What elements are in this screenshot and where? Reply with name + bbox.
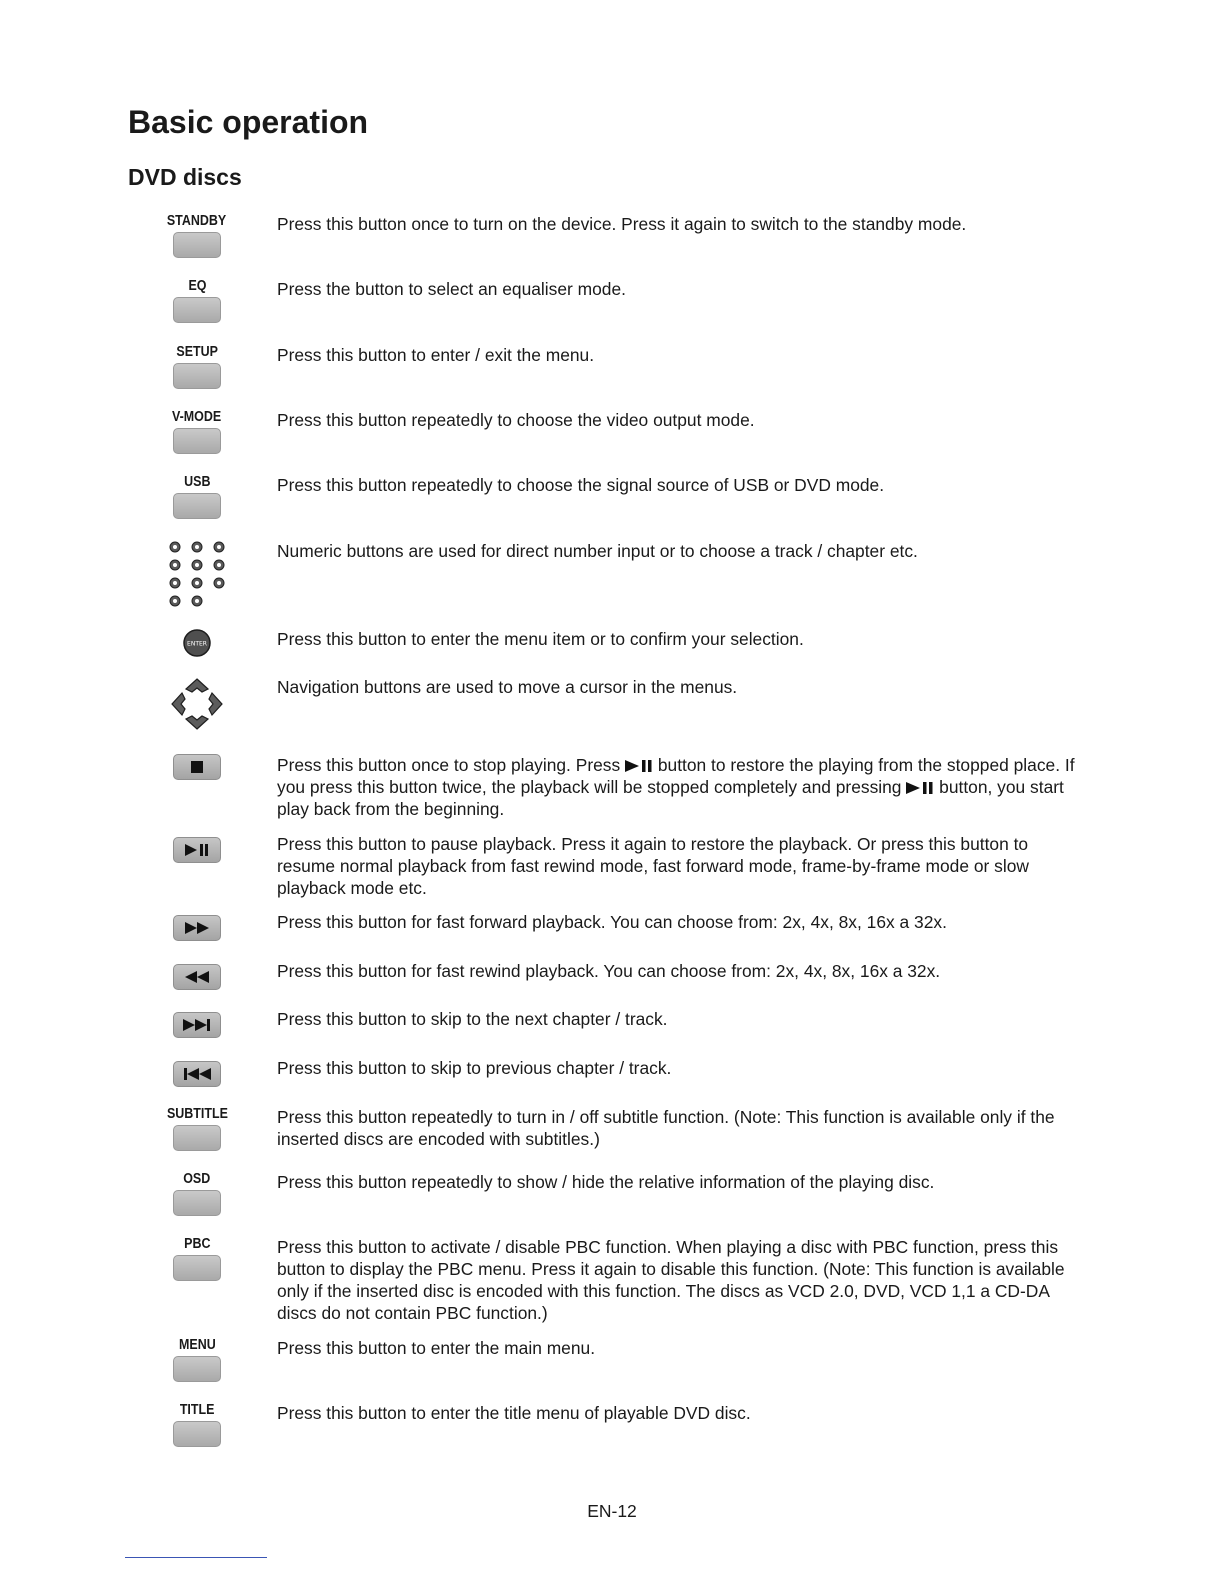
stop-description-part-3: button, you start play back from the beginning. [277, 777, 1064, 819]
fast-forward-button [173, 915, 221, 941]
fast-forward-icon [185, 922, 209, 934]
footer-divider [125, 1557, 267, 1558]
v-mode-button [173, 428, 221, 454]
title-button [173, 1421, 221, 1447]
stop-description-part-1: Press this button once to stop playing. Press [277, 755, 621, 775]
stop-description-part-2: button to restore the playing from the stopped place. If you press this button twice, the playback will be stopped completely and pressing [277, 755, 1075, 797]
menu-button [173, 1356, 221, 1382]
play-pause-icon [906, 781, 934, 795]
next-track-button [173, 1012, 221, 1038]
nav-up-icon [186, 679, 208, 692]
fast-rewind-icon [185, 971, 209, 983]
v-mode-description: Press this button repeatedly to choose the video output mode. [277, 410, 755, 430]
subtitle-button [173, 1125, 221, 1151]
standby-label: STANDBY [167, 213, 227, 229]
setup-description: Press this button to enter / exit the menu. [277, 345, 595, 365]
navigation-description: Navigation buttons are used to move a cursor in the menus. [277, 677, 738, 697]
title-description: Press this button to enter the title menu of playable DVD disc. [277, 1403, 751, 1423]
fast-rewind-button [173, 964, 221, 990]
previous-track-button [173, 1061, 221, 1087]
play-pause-icon [625, 759, 653, 773]
eq-description: Press the button to select an equaliser mode. [277, 279, 626, 299]
v-mode-label: V-MODE [172, 409, 222, 425]
page-number: EN-12 [587, 1501, 637, 1521]
standby-description: Press this button once to turn on the device. Press it again to switch to the standby mode. [277, 214, 967, 234]
fast-forward-description: Press this button for fast forward playback. You can choose from: 2x, 4x, 8x, 16x a 32x. [277, 912, 947, 932]
page-title: Basic operation [128, 104, 369, 140]
stop-icon [191, 761, 203, 773]
menu-label: MENU [178, 1337, 216, 1353]
stop-button [173, 754, 221, 780]
standby-button [173, 232, 221, 258]
enter-button-text: ENTER [187, 640, 207, 648]
numeric-keypad-icon [162, 540, 232, 612]
play-pause-description: Press this button to pause playback. Press it again to restore the playback. Or press this button to resume normal playback from fast rewind mode, fast forward mode, frame-by-frame mode or slow playback mode etc. [277, 834, 1029, 898]
play-pause-icon [185, 844, 209, 856]
eq-button [173, 297, 221, 323]
nav-left-icon [172, 693, 185, 715]
setup-button [173, 363, 221, 389]
subtitle-description: Press this button repeatedly to turn in / off subtitle function. (Note: This function is available only if the inserted discs are encoded with subtitles.) [277, 1107, 1055, 1149]
fast-rewind-description: Press this button for fast rewind playback. You can choose from: 2x, 4x, 8x, 16x a 32x. [277, 961, 941, 981]
osd-button [173, 1190, 221, 1216]
osd-description: Press this button repeatedly to show / hide the relative information of the playing disc. [277, 1172, 935, 1192]
numeric-description: Numeric buttons are used for direct number input or to choose a track / chapter etc. [277, 541, 918, 561]
usb-description: Press this button repeatedly to choose the signal source of USB or DVD mode. [277, 475, 885, 495]
osd-label: OSD [183, 1171, 211, 1187]
pbc-description: Press this button to activate / disable PBC function. When playing a disc with PBC function, press this button to display the PBC menu. Press it again to disable this function. (Note: This function is available only if the inserted disc is encoded with this function. The discs as VCD 2.0, DVD, VCD 1,1 a CD-DA discs do not contain PBC function.) [277, 1237, 1065, 1323]
subtitle-label: SUBTITLE [166, 1106, 228, 1122]
usb-button [173, 493, 221, 519]
navigation-pad-icon [169, 676, 225, 732]
next-track-description: Press this button to skip to the next chapter / track. [277, 1009, 668, 1029]
section-title: DVD discs [128, 164, 242, 190]
pbc-label: PBC [183, 1236, 211, 1252]
previous-track-icon [183, 1068, 211, 1080]
setup-label: SETUP [176, 344, 218, 360]
enter-description: Press this button to enter the menu item or to confirm your selection. [277, 629, 804, 649]
next-track-icon [183, 1019, 211, 1031]
eq-label: EQ [187, 278, 207, 294]
pbc-button [173, 1255, 221, 1281]
previous-track-description: Press this button to skip to previous chapter / track. [277, 1058, 672, 1078]
play-pause-button [173, 837, 221, 863]
nav-right-icon [209, 693, 222, 715]
menu-description: Press this button to enter the main menu. [277, 1338, 596, 1358]
title-label: TITLE [179, 1402, 215, 1418]
nav-down-icon [186, 716, 208, 729]
stop-description [277, 754, 1077, 820]
enter-button-icon [182, 628, 212, 658]
usb-label: USB [183, 474, 211, 490]
